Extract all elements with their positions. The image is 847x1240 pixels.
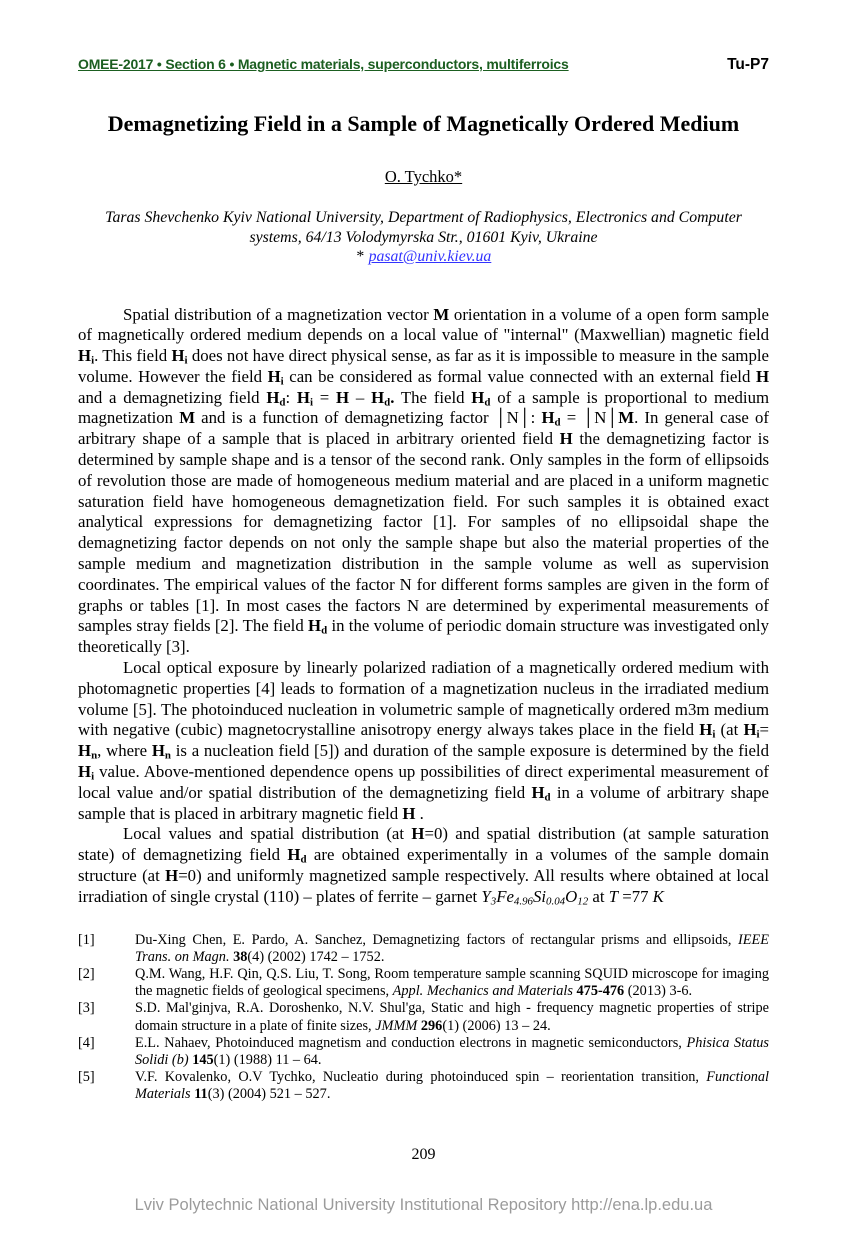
paper-code: Tu-P7 bbox=[727, 56, 769, 73]
reference-item bbox=[78, 966, 769, 1000]
conference-section-header: OMEE-2017 • Section 6 • Magnetic materials, superconductors, multiferroics bbox=[78, 56, 569, 72]
page-header bbox=[78, 56, 769, 74]
body-paragraph: Local values and spatial distribution (at H=0) and spatial distribution (at sample saturation state) of demagnetizing field $H_d$ are obtained experimentally in a volumes of the sample domain structure (at H=0) and uniformly magnetized sample respectively. All results where obtained at local irradiation of single crystal (110) – plates of ferrite – garnet $Y_3Fe_{4.96}Si_{0.04}O_{12}$ at T =77 K bbox=[78, 824, 769, 908]
reference-label: [5] bbox=[78, 1069, 95, 1086]
paper-title: Demagnetizing Field in a Sample of Magnetically Ordered Medium bbox=[107, 111, 740, 136]
reference-label: [1] bbox=[78, 931, 95, 948]
email-link[interactable]: pasat@univ.kiev.ua bbox=[368, 248, 492, 265]
reference-item bbox=[78, 1035, 769, 1069]
email-line bbox=[78, 247, 769, 267]
reference-text: Q.M. Wang, H.F. Qin, Q.S. Liu, T. Song, Room temperature sample scanning SQUID microscope for imaging the magnetic fields of geological specimens, Appl. Mechanics and Materials 475-476 (2013) 3-6. bbox=[135, 966, 769, 1000]
body-paragraph: Local optical exposure by linearly polarized radiation of a magnetically ordered medium with photomagnetic properties [4] leads to formation of a magnetization nucleus in the irradiated medium volume [5]. The photoinduced nucleation in volumetric sample of magnetically ordered m3m medium with negative (cubic) magnetocrystalline anisotropy energy always takes place in the field $H_i$ (at $H_i= H_n$, where $H_n$ is a nucleation field [5]) and duration of the sample exposure is determined by the field $H_i$ value. Above-mentioned dependence opens up possibilities of direct experimental measurement of local value and/or spatial distribution of the demagnetizing field $H_d$ in a volume of arbitrary shape sample that is placed in arbitrary magnetic field H . bbox=[78, 658, 770, 823]
email-asterisk: * bbox=[355, 248, 364, 265]
affiliation-block bbox=[78, 208, 769, 267]
reference-text: E.L. Nahaev, Photoinduced magnetism and conduction electrons in magnetic semiconductors, Phisica Status Solidi (b) 145(1) (1988) 11 – 64. bbox=[135, 1034, 769, 1069]
reference-label: [4] bbox=[78, 1034, 95, 1051]
reference-item bbox=[78, 1000, 769, 1034]
reference-label: [3] bbox=[78, 1000, 95, 1017]
page-number: 209 bbox=[411, 1146, 436, 1163]
reference-item bbox=[78, 932, 769, 966]
repository-footer: Lviv Polytechnic National University Institutional Repository http://ena.lp.edu.ua bbox=[134, 1196, 713, 1214]
references-list bbox=[78, 932, 769, 1104]
affiliation-line-2: systems, 64/13 Volodymyrska Str., 01601 Kyiv, Ukraine bbox=[249, 228, 598, 246]
affiliation-line-1: Taras Shevchenko Kyiv National University, Department of Radiophysics, Electronics and Computer bbox=[105, 209, 742, 226]
reference-item bbox=[78, 1069, 769, 1103]
body-paragraph: Spatial distribution of a magnetization vector M orientation in a volume of a open form sample of magnetically ordered medium depends on a local value of "internal" (Maxwellian) magnetic field $H_i$. This field $H_i$ does not have direct physical sense, as far as it is impossible to measure in the sample volume. However the field $H_i$ can be considered as formal value connected with an external field H and a demagnetizing field $H_d$: $H_i = H - H_d$. The field $H_d$ of a sample is proportional to medium magnetization M and is a function of demagnetizing factor │N│: $H_d$ = │N│M. In general case of arbitrary shape of a sample that is placed in arbitrary oriented field H the demagnetizing factor is determined by sample shape and is a tensor of the second rank. Only samples in the form of ellipsoids of revolution those are made of homogeneous medium material and are placed in a uniform magnetic saturation field have homogeneous demagnetization field. For such samples it is obtained exact analytical expressions for demagnetizing factor [1]. For samples of no ellipsoidal shape the demagnetizing factor depends on not only the sample shape but also the material properties of the sample medium and magnetization distribution in the sample volume as well as supervision coordinates. The empirical values of the factor N for different forms samples are given in the form of graphs or tables [1]. In most cases the factors N are determined by experimental measurements of samples stray fields [2]. The field $H_d$ in the volume of periodic domain structure was investigated only theoretically [3]. bbox=[78, 304, 770, 657]
author-name: O. Tychko* bbox=[384, 167, 463, 186]
abstract-body bbox=[78, 305, 769, 908]
reference-label: [2] bbox=[78, 966, 95, 983]
reference-text: Du-Xing Chen, E. Pardo, A. Sanchez, Demagnetizing factors of rectangular prisms and ellipsoids, IEEE Trans. on Magn. 38(4) (2002) 1742 – 1752. bbox=[135, 931, 769, 965]
reference-text: V.F. Kovalenko, O.V Tychko, Nucleatio during photoinduced spin – reorientation transition, Functional Materials 11(3) (2004) 521 – 527. bbox=[135, 1069, 769, 1103]
reference-text: S.D. Mal'ginjva, R.A. Doroshenko, N.V. Shul'ga, Static and high - frequency magnetic properties of stripe domain structure in a plate of finite sizes, JMMM 296(1) (2006) 13 – 24. bbox=[135, 1000, 769, 1034]
